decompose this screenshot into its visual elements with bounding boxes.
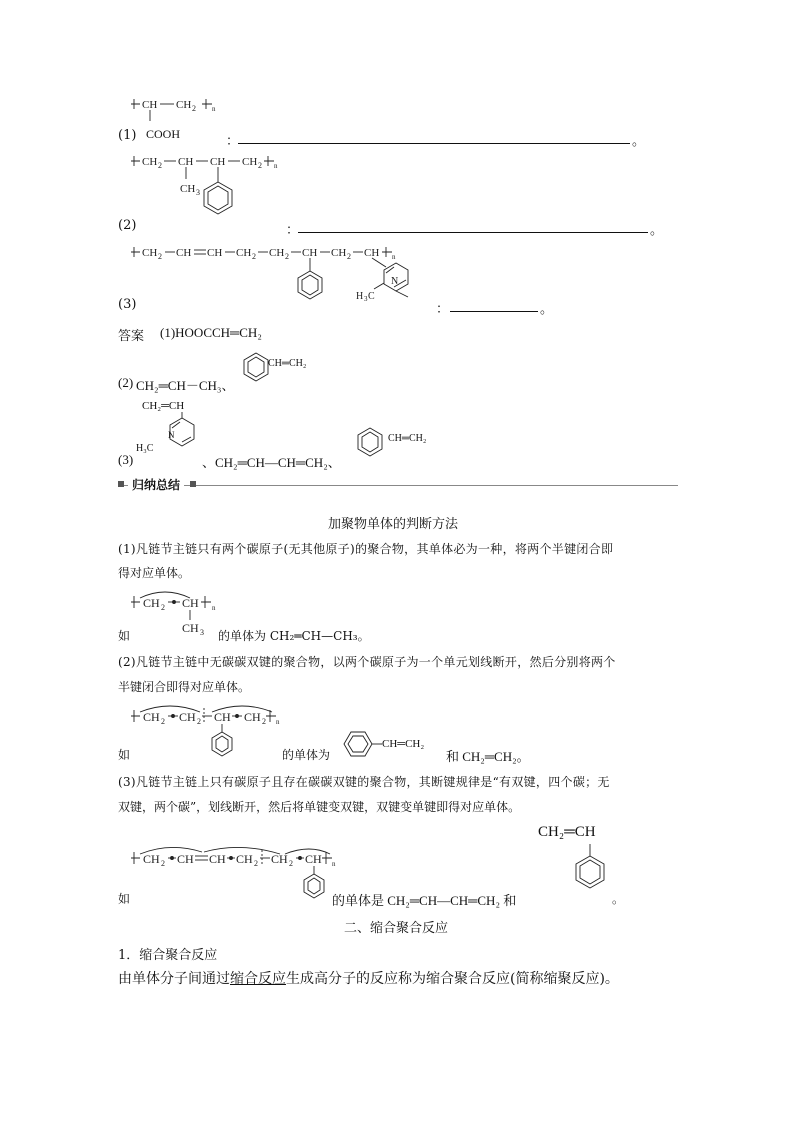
- example-2-styrene: CH═CH₂: [382, 738, 425, 750]
- svg-text:CH: CH: [305, 852, 322, 866]
- svg-text:n: n: [392, 253, 396, 261]
- q1-cooh-label: COOH: [146, 127, 181, 141]
- section-2-paragraph-1: [118, 968, 619, 988]
- svg-text:2: 2: [158, 252, 162, 261]
- svg-text:2: 2: [192, 104, 196, 113]
- svg-text:2: 2: [289, 859, 293, 868]
- rule-3-line-2: 双键，两个碳”，划线断开，然后将单键变双键，双键变单键即得对应单体。: [118, 800, 521, 814]
- answer-2-propene: CH₂═CH－CH₃、: [136, 378, 235, 393]
- q3-colon: ：: [436, 302, 450, 317]
- svg-text:CH: CH: [302, 247, 318, 259]
- answer-2-styrene: CH═CH₂: [268, 358, 307, 369]
- svg-text:CH: CH: [331, 247, 347, 259]
- section-2-title: 二、缩合聚合反应: [344, 921, 449, 936]
- answer-3-methyl: H₃C: [136, 443, 154, 454]
- svg-text:CH: CH: [269, 247, 285, 259]
- summary-divider: [118, 485, 678, 486]
- q2-number: (2): [118, 218, 137, 233]
- svg-text:2: 2: [252, 252, 256, 261]
- rule-1-line-1: (1)凡链节主链只有两个碳原子(无其他原子)的聚合物，其单体必为一种，将两个半键闭合即: [118, 542, 614, 556]
- rule-1-line-2: 得对应单体。: [118, 566, 191, 580]
- svg-text:CH: CH: [142, 99, 158, 111]
- svg-text:CH: CH: [236, 247, 252, 259]
- rule-3-line-1: (3)凡链节主链上只有碳原子且存在碳碳双键的聚合物，其断键规律是“有双键，四个碳；无: [118, 775, 610, 789]
- svg-text:CH: CH: [178, 156, 194, 168]
- svg-text:C: C: [368, 291, 375, 302]
- rule-2-line-2: 半键闭合即得对应单体。: [118, 680, 251, 694]
- q2-end-mark: 。: [650, 223, 664, 238]
- section-2-p1-b: 生成高分子的反应称为缩合聚合反应(简称缩聚反应)。: [286, 971, 619, 987]
- svg-text:3: 3: [196, 188, 200, 197]
- q3-polymer-structure: [130, 243, 430, 318]
- svg-text:3: 3: [200, 628, 204, 637]
- answer-2-benzene-ring: [242, 350, 272, 388]
- q3-number: (3): [118, 297, 137, 312]
- answer-3-styrene: CH═CH₂: [388, 433, 427, 444]
- svg-text:CH: CH: [210, 156, 226, 168]
- q3-end-mark: 。: [540, 302, 554, 317]
- summary-header: 归纳总结: [128, 476, 184, 493]
- summary-header-square-icon: [118, 481, 124, 487]
- example-2-structure: [130, 704, 280, 754]
- svg-text:2: 2: [258, 161, 262, 170]
- example-3-benzene-ring: [570, 842, 610, 904]
- svg-text:n: n: [276, 718, 280, 726]
- svg-text:CH: CH: [182, 621, 199, 635]
- example-3-text: 的单体是 CH₂═CH—CH═CH₂ 和: [332, 893, 517, 908]
- svg-text:n: n: [212, 105, 216, 113]
- svg-text:CH: CH: [209, 852, 226, 866]
- svg-text:CH: CH: [176, 247, 192, 259]
- q1-end-mark: 。: [632, 134, 646, 149]
- q2-colon: ：: [286, 223, 300, 238]
- q2-polymer-structure: [130, 152, 290, 232]
- example-3-structure: [130, 846, 340, 906]
- svg-text:CH: CH: [143, 710, 160, 724]
- svg-text:CH: CH: [236, 852, 253, 866]
- svg-text:2: 2: [161, 717, 165, 726]
- example-2-ethene: 和 CH₂═CH₂。: [446, 749, 530, 764]
- svg-text:n: n: [212, 604, 216, 612]
- svg-text:CH: CH: [244, 710, 261, 724]
- example-1-text: 的单体为 CH₂═CH—CH₃。: [218, 629, 370, 643]
- svg-text:CH: CH: [143, 852, 160, 866]
- svg-text:2: 2: [197, 717, 201, 726]
- svg-text:H: H: [356, 291, 364, 302]
- example-2-benzene-ring: [336, 728, 382, 762]
- svg-text:CH: CH: [176, 99, 192, 111]
- svg-text:CH: CH: [180, 183, 196, 195]
- rule-2-line-1: (2)凡链节主链中无碳碳双键的聚合物，以两个碳原子为一个单元划线断开，然后分别将两个: [118, 655, 616, 669]
- svg-text:2: 2: [161, 859, 165, 868]
- answer-2-number: (2): [118, 375, 134, 390]
- svg-text:CH: CH: [207, 247, 223, 259]
- example-1-prefix: 如: [118, 629, 131, 643]
- answer-3-number: (3): [118, 452, 134, 467]
- svg-text:N: N: [391, 276, 399, 287]
- example-2-prefix: 如: [118, 748, 131, 762]
- section-2-p1-underlined: 缩合反应: [230, 971, 286, 987]
- svg-text:CH: CH: [179, 710, 196, 724]
- q3-answer-blank[interactable]: [450, 311, 538, 312]
- svg-text:n: n: [332, 860, 336, 868]
- answer-3-butadiene: 、CH₂═CH—CH═CH₂、: [202, 455, 341, 470]
- svg-text:CH: CH: [143, 596, 160, 610]
- answer-label: 答案: [118, 329, 145, 344]
- svg-text:2: 2: [161, 603, 165, 612]
- answer-3-nitrogen: N: [168, 430, 175, 440]
- svg-text:CH: CH: [214, 710, 231, 724]
- answer-1: (1)HOOCCH═CH₂: [160, 325, 262, 340]
- svg-text:CH: CH: [182, 596, 199, 610]
- section-2-p1-a: 由单体分子间通过: [118, 971, 230, 987]
- svg-text:n: n: [274, 162, 278, 170]
- summary-header-end-square-icon: [190, 481, 196, 487]
- example-1-structure: [130, 590, 230, 638]
- svg-text:2: 2: [285, 252, 289, 261]
- example-3-end-mark: 。: [612, 892, 625, 906]
- example-3-vinyl: CH₂═CH: [538, 824, 596, 840]
- svg-text:3: 3: [364, 295, 368, 303]
- section-2-heading-1: 1．缩合聚合反应: [118, 948, 218, 963]
- q1-answer-blank[interactable]: [238, 143, 630, 144]
- summary-title: 加聚物单体的判断方法: [328, 517, 459, 532]
- svg-text:CH: CH: [271, 852, 288, 866]
- svg-text:2: 2: [254, 859, 258, 868]
- answer-3-vinyl: CH₂═CH: [142, 400, 185, 412]
- svg-text:CH: CH: [142, 247, 158, 259]
- svg-text:CH: CH: [364, 247, 380, 259]
- q1-number: (1): [118, 128, 137, 143]
- svg-text:CH: CH: [142, 156, 158, 168]
- svg-text:CH: CH: [177, 852, 194, 866]
- svg-text:2: 2: [262, 717, 266, 726]
- q1-colon: ：: [226, 134, 240, 149]
- q2-answer-blank[interactable]: [298, 232, 648, 233]
- svg-text:2: 2: [347, 252, 351, 261]
- example-2-text: 的单体为: [282, 748, 331, 762]
- svg-text:CH: CH: [242, 156, 258, 168]
- svg-text:2: 2: [158, 161, 162, 170]
- example-3-prefix: 如: [118, 892, 131, 906]
- answer-3-benzene-ring: [356, 424, 388, 464]
